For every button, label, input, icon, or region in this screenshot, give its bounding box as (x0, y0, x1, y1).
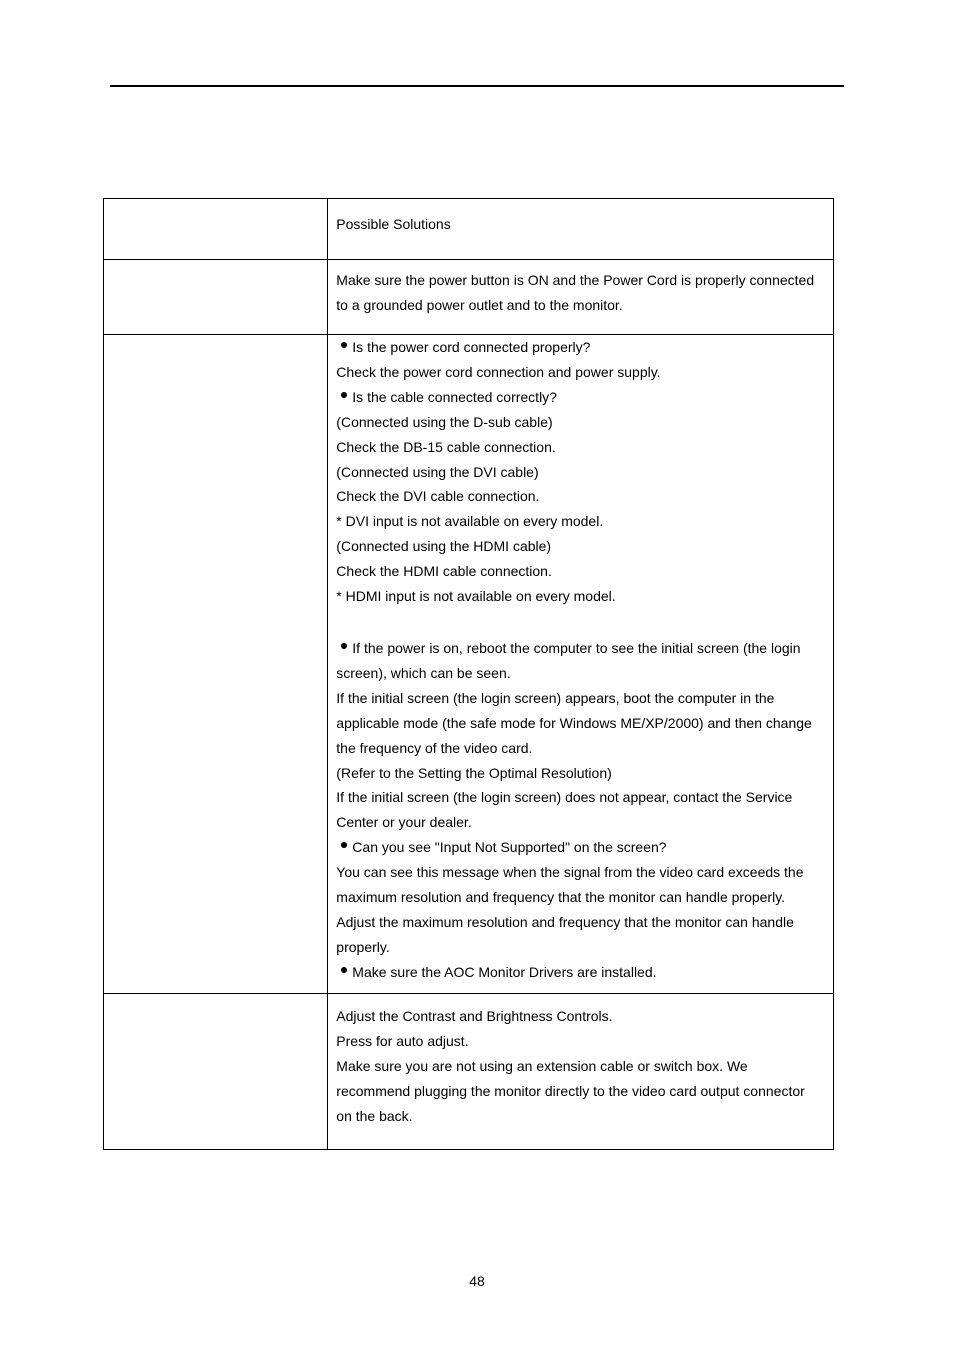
solution-cell (328, 260, 834, 335)
bullet-icon (341, 392, 347, 398)
solution-line (336, 410, 825, 435)
solution-text (328, 260, 833, 318)
bullet-item (336, 636, 825, 661)
solution-line (336, 268, 825, 293)
solution-line (336, 661, 825, 686)
line-text: Adjust the maximum resolution and frequency that the monitor can handle (336, 913, 794, 930)
bullet-item (336, 335, 825, 360)
problem-cell (104, 335, 328, 994)
solution-line (336, 711, 825, 736)
bullet-item (336, 960, 825, 985)
bullet-icon (341, 967, 347, 973)
solution-line (336, 1079, 825, 1104)
line-text: * HDMI input is not available on every model. (336, 588, 616, 605)
solution-cell (328, 994, 834, 1150)
line-text: the frequency of the video card. (336, 739, 533, 756)
bullet-icon (341, 342, 347, 348)
line-text: Adjust the Contrast and Brightness Controls. (336, 1008, 613, 1024)
line-text: Make sure the AOC Monitor Drivers are installed. (352, 963, 657, 980)
solution-line (336, 736, 825, 761)
solution-line (336, 559, 825, 584)
solution-line (336, 810, 825, 835)
solution-line (336, 509, 825, 534)
solution-line (336, 484, 825, 509)
solution-line (336, 885, 825, 910)
problem-header-label (104, 199, 327, 212)
header-rule (110, 85, 844, 87)
solution-line (336, 785, 825, 810)
line-text: Can you see "Input Not Supported" on the screen? (352, 839, 667, 856)
line-text: Make sure the power button is ON and the Power Cord is properly connected (336, 272, 815, 288)
solution-cell (328, 335, 834, 994)
solution-line (336, 534, 825, 559)
bullet-icon (341, 842, 347, 848)
solution-line (336, 1104, 825, 1129)
solution-line (336, 910, 825, 935)
line-text: properly. (336, 938, 390, 955)
solution-text (328, 994, 833, 1129)
solution-line (336, 860, 825, 885)
line-text: Check the HDMI cable connection. (336, 563, 552, 580)
solution-header-label: Possible Solutions (336, 216, 451, 232)
problem-cell (104, 260, 328, 335)
table-header-row (104, 199, 834, 260)
line-text: Center or your dealer. (336, 814, 472, 831)
line-text: Press for auto adjust. (336, 1032, 469, 1049)
solution-line (336, 686, 825, 711)
line-text: Is the cable connected correctly? (352, 388, 557, 405)
line-text: (Refer to the Setting the Optimal Resolution) (336, 764, 612, 781)
line-text: You can see this message when the signal from the video card exceeds the (336, 864, 804, 881)
solution-line (336, 293, 825, 318)
line-text: Make sure you are not using an extension cable or switch box. We (336, 1057, 748, 1074)
problem-header-cell (104, 199, 328, 260)
line-text: Is the power cord connected properly? (352, 339, 591, 355)
troubleshooting-table (103, 198, 834, 1150)
solution-line (336, 935, 825, 960)
line-text: If the initial screen (the login screen) appears, boot the computer in the (336, 689, 775, 706)
line-text: (Connected using the D-sub cable) (336, 413, 553, 430)
line-text: screen), which can be seen. (336, 664, 511, 681)
solution-line (336, 460, 825, 485)
solution-line (336, 584, 825, 609)
bullet-item (336, 835, 825, 860)
table-row (104, 994, 834, 1150)
solution-line (336, 1029, 825, 1054)
blank-line (336, 609, 825, 636)
page-number: 48 (469, 1273, 485, 1289)
line-text: Check the DVI cable connection. (336, 488, 540, 505)
line-text: Check the power cord connection and power supply. (336, 363, 661, 380)
line-text: to a grounded power outlet and to the monitor. (336, 296, 623, 313)
solution-line (336, 1054, 825, 1079)
line-text: recommend plugging the monitor directly to the video card output connector (336, 1082, 805, 1099)
solution-text (328, 335, 833, 985)
line-text: maximum resolution and frequency that the monitor can handle properly. (336, 889, 786, 906)
line-text: (Connected using the HDMI cable) (336, 538, 552, 555)
solution-line (336, 761, 825, 786)
solution-line (336, 435, 825, 460)
solution-line (336, 360, 825, 385)
line-text: applicable mode (the safe mode for Windows ME/XP/2000) and then change (336, 714, 812, 731)
table-row (104, 260, 834, 335)
line-text: If the power is on, reboot the computer to see the initial screen (the login (352, 639, 801, 656)
solution-line (336, 1004, 825, 1029)
line-text: If the initial screen (the login screen) does not appear, contact the Service (336, 789, 793, 806)
line-text: (Connected using the DVI cable) (336, 463, 539, 480)
bullet-icon (341, 643, 347, 649)
solution-header-cell (328, 199, 834, 260)
problem-cell (104, 994, 328, 1150)
line-text: * DVI input is not available on every model. (336, 513, 604, 530)
bullet-item (336, 385, 825, 410)
line-text: Check the DB-15 cable connection. (336, 438, 556, 455)
line-text: on the back. (336, 1107, 413, 1124)
table-row (104, 335, 834, 994)
